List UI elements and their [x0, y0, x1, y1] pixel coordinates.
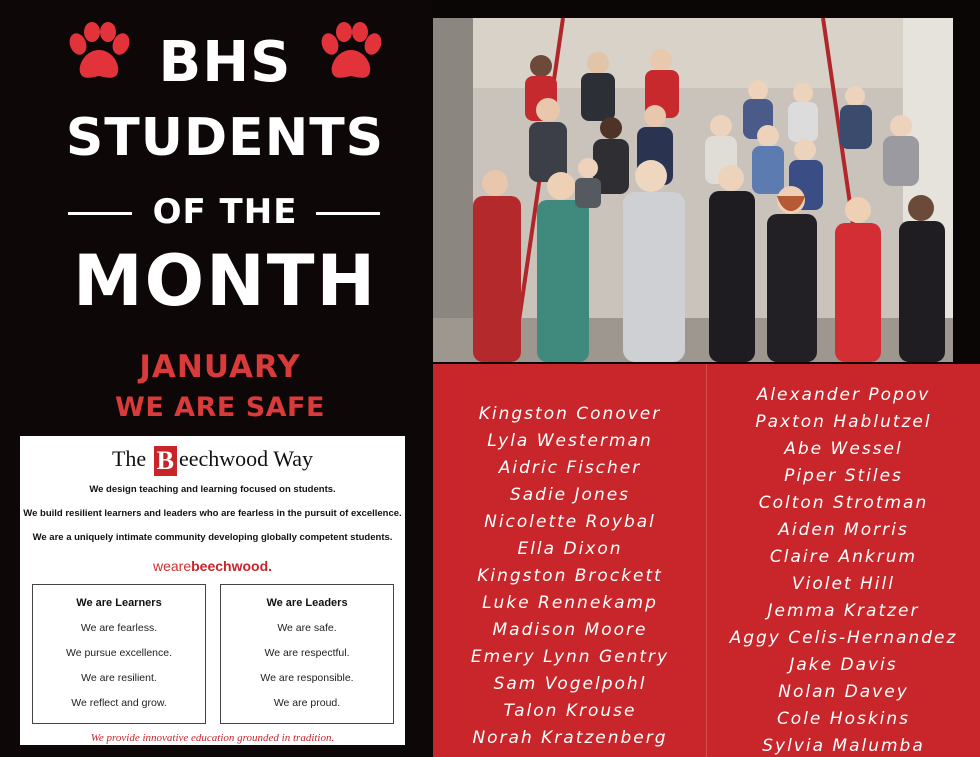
leaders-item: We are responsible.	[260, 672, 354, 684]
card-title: The B eechwood Way	[111, 446, 314, 475]
title-of-the: OF THE	[152, 192, 298, 232]
group-photo	[433, 18, 953, 362]
student-name: Jake Davis	[789, 655, 898, 675]
statement-1: We design teaching and learning focused on students.	[89, 484, 336, 495]
student-name: Abe Wessel	[784, 439, 903, 459]
group-photo-illustration	[433, 18, 953, 362]
statement-3: We are a uniquely intimate community developing globally competent students.	[32, 532, 393, 543]
leaders-heading: We are Leaders	[266, 597, 348, 609]
student-name: Paxton Hablutzel	[755, 412, 932, 432]
student-name: Sylvia Malumba	[762, 736, 925, 756]
student-name: Cole Hoskins	[776, 709, 911, 729]
leaders-item: We are respectful.	[264, 647, 350, 659]
student-name: Claire Ankrum	[769, 547, 918, 567]
student-name: Madison Moore	[492, 620, 648, 640]
leaders-item: We are proud.	[273, 697, 341, 709]
learners-item: We are resilient.	[81, 672, 157, 684]
student-name: Jemma Kratzer	[767, 601, 920, 621]
column-divider	[706, 364, 707, 757]
student-name: Norah Kratzenberg	[472, 728, 668, 748]
learners-box	[32, 584, 206, 724]
student-name: Colton Strotman	[758, 493, 929, 513]
student-name: Alexander Popov	[756, 385, 931, 405]
wearebeechwood-brand: wearebeechwood.	[152, 558, 273, 574]
title-bhs: BHS	[158, 30, 292, 95]
title-students: STUDENTS	[65, 108, 385, 168]
student-name: Piper Stiles	[784, 466, 903, 486]
student-name: Aiden Morris	[778, 520, 909, 540]
month-label: JANUARY	[139, 349, 301, 385]
student-name: Sadie Jones	[509, 485, 631, 505]
statement-2: We build resilient learners and leaders who are fearless in the pursuit of excellence.	[23, 508, 402, 519]
title-month: MONTH	[72, 240, 378, 322]
left-panel	[0, 0, 432, 757]
student-name: Emery Lynn Gentry	[470, 647, 670, 667]
divider-right	[316, 212, 380, 215]
leaders-item: We are safe.	[277, 622, 337, 634]
student-name: Kingston Brockett	[477, 566, 663, 586]
student-name: Aggy Celis-Hernandez	[729, 628, 958, 648]
names-panel	[433, 364, 980, 757]
student-name: Lyla Westerman	[487, 431, 653, 451]
leaders-box	[220, 584, 394, 724]
student-name: Ella Dixon	[517, 539, 623, 559]
learners-item: We are fearless.	[80, 622, 158, 634]
student-name: Talon Krouse	[503, 701, 637, 721]
student-name: Kingston Conover	[478, 404, 662, 424]
card-tagline: We provide innovative education grounded in tradition.	[90, 732, 335, 744]
learners-item: We reflect and grow.	[71, 697, 167, 709]
beechwood-logo-letter: B	[154, 446, 177, 476]
learners-item: We pursue excellence.	[65, 647, 173, 659]
student-name: Aidric Fischer	[498, 458, 642, 478]
student-name: Sam Vogelpohl	[493, 674, 647, 694]
student-name: Nolan Davey	[778, 682, 909, 702]
student-name: Nicolette Roybal	[484, 512, 656, 532]
student-name: Violet Hill	[792, 574, 895, 594]
student-name: Luke Rennekamp	[482, 593, 658, 613]
learners-heading: We are Learners	[76, 597, 162, 609]
beechwood-way-card	[20, 436, 405, 745]
theme-label: WE ARE SAFE	[115, 392, 325, 423]
